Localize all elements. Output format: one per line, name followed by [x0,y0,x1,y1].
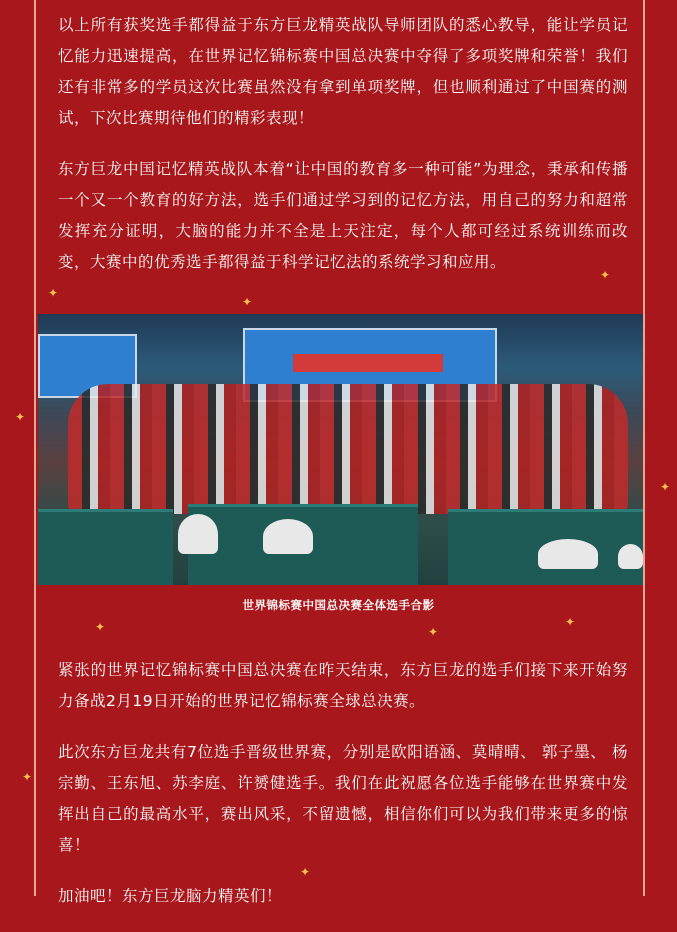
sparkle-icon: ✦ [428,625,439,639]
left-frame-line [34,0,36,896]
sparkle-icon: ✦ [15,410,26,424]
sparkle-icon: ✦ [48,286,59,300]
sparkle-icon: ✦ [95,620,106,634]
sparkle-icon: ✦ [242,295,253,309]
sparkle-icon: ✦ [600,268,611,282]
right-frame-line [643,0,645,896]
paragraph-awards: 以上所有获奖选手都得益于东方巨龙精英战队导师团队的悉心教导，能让学员记忆能力迅速提高，在世界记忆锦标赛中国总决赛中夺得了多项奖牌和荣誉！我们还有非常多的学员这次比赛虽然没有拿到单项奖牌，但也顺利通过了中国赛的测试，下次比赛期待他们的精彩表现！ [58,16,628,127]
sparkle-icon: ✦ [565,615,576,629]
paragraph-philosophy: 东方巨龙中国记忆精英战队本着“让中国的教育多一种可能”为理念，秉承和传播一个又一个教育的好方法，选手们通过学习到的记忆方法，用自己的努力和超常发挥充分证明，大脑的能力并不全是上天注定，每个人都可经过系统训练而改变，大赛中的优秀选手都得益于科学记忆法的系统学习和应用。 [58,160,628,271]
sparkle-icon: ✦ [300,865,311,879]
screen-banner [293,354,443,372]
sparkle-icon: ✦ [660,480,671,494]
chair [263,519,313,554]
photo-caption: 世界锦标赛中国总决赛全体选手合影 [242,598,435,612]
article-bottom [58,655,628,932]
group-photo [38,314,643,585]
article-top [58,10,628,298]
paragraph-qualifiers: 此次东方巨龙共有7位选手晋级世界赛，分别是欧阳语涵、莫晴晴、 郭子墨、 杨宗勤、王东旭、苏李庭、许赟健选手。我们在此祝愿各位选手能够在世界赛中发挥出自己的最高水平，赛出风采，不留遗憾，相信你们可以为我们带来更多的惊喜！ [58,743,628,854]
paragraph-cheer: 加油吧！东方巨龙脑力精英们！ [58,887,283,905]
paragraph-next-competition: 紧张的世界记忆锦标赛中国总决赛在昨天结束，东方巨龙的选手们接下来开始努力备战2月19日开始的世界记忆锦标赛全球总决赛。 [58,661,628,710]
table-left [38,509,173,585]
chair [538,539,598,569]
chair [178,514,218,554]
sparkle-icon: ✦ [22,770,33,784]
crowd [68,384,628,514]
chair [618,544,643,569]
